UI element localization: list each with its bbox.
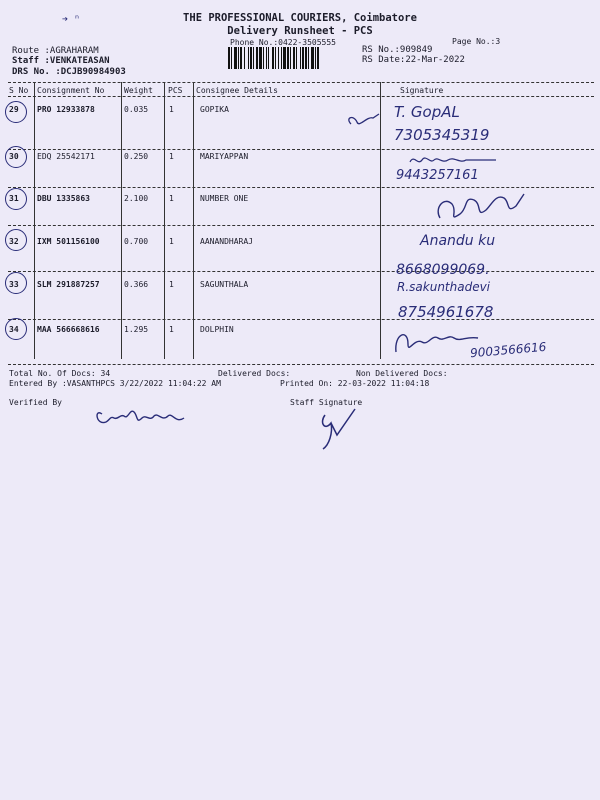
staff-signature: [315, 405, 375, 455]
consignment-number: MAA 566668616: [37, 325, 100, 334]
signature-name: T. GopAL: [394, 103, 460, 121]
col-divider: [121, 82, 122, 359]
consignee-name: DOLPHIN: [200, 325, 234, 334]
consignment-number: PRO 12933878: [37, 105, 95, 114]
serial-number: 31: [9, 194, 19, 203]
consignment-number: SLM 291887257: [37, 280, 100, 289]
consignee-name: NUMBER ONE: [200, 194, 249, 203]
consignment-number: DBU 1335863: [37, 194, 90, 203]
signature-scribble: [392, 324, 482, 358]
weight: 0.700: [124, 237, 149, 246]
pcs: 1: [169, 152, 174, 161]
ink-mark: ➔ ⁿ: [62, 14, 81, 25]
consignment-number: EDQ 25542171: [37, 152, 95, 161]
consignment-number: IXM 501156100: [37, 237, 100, 246]
weight: 0.366: [124, 280, 149, 289]
consignee-name: SAGUNTHALA: [200, 280, 249, 289]
col-signature: Signature: [400, 86, 444, 95]
pcs: 1: [169, 237, 174, 246]
col-divider: [34, 82, 35, 359]
signature-name: R.sakunthadevi: [397, 280, 491, 294]
staff: Staff :VENKATEASAN: [12, 56, 110, 66]
non-delivered-docs: Non Delivered Docs:: [356, 369, 448, 378]
verifier-signature: [92, 402, 192, 432]
consignee-name: GOPIKA: [200, 105, 229, 114]
signature-phone: 9003566616: [469, 339, 547, 361]
col-weight: Weight: [124, 86, 153, 95]
col-sno: S No: [9, 86, 29, 95]
col-consignment: Consignment No: [37, 86, 105, 95]
weight: 0.035: [124, 105, 149, 114]
signature-phone: 8754961678: [398, 303, 494, 321]
weight: 1.295: [124, 325, 149, 334]
signature-scribble: [430, 188, 530, 228]
route: Route :AGRAHARAM: [12, 46, 99, 56]
weight: 2.100: [124, 194, 149, 203]
serial-number: 33: [9, 280, 19, 289]
rule: [8, 149, 594, 150]
signature-name: Anandu ku: [420, 233, 496, 249]
rule: [8, 96, 594, 97]
pcs: 1: [169, 194, 174, 203]
consignee-name: MARIYAPPAN: [200, 152, 249, 161]
serial-number: 34: [9, 325, 19, 334]
phone-number: Phone No.:0422-3505555: [230, 38, 336, 47]
drs-number: DRS No. :DCJB90984903: [12, 67, 126, 77]
total-docs: Total No. Of Docs: 34: [9, 369, 111, 378]
pcs: 1: [169, 105, 174, 114]
rule: [8, 319, 594, 320]
consignee-name: AANANDHARAJ: [200, 237, 253, 246]
verified-by-label: Verified By: [9, 398, 62, 407]
col-divider: [164, 82, 165, 359]
serial-number: 32: [9, 237, 19, 246]
rule: [8, 271, 594, 272]
signature-phone: 8668099069.: [396, 262, 490, 278]
signature-scribble: [343, 112, 383, 132]
col-consignee: Consignee Details: [196, 86, 278, 95]
serial-number: 29: [9, 105, 19, 114]
col-divider: [193, 82, 194, 359]
barcode: [228, 47, 354, 69]
rs-date: RS Date:22-Mar-2022: [362, 55, 465, 65]
serial-number: 30: [9, 152, 19, 161]
rule: [8, 82, 594, 83]
company-title: THE PROFESSIONAL COURIERS, Coimbatore: [183, 12, 417, 24]
sheet-title: Delivery Runsheet - PCS: [227, 25, 373, 37]
pcs: 1: [169, 325, 174, 334]
staff-signature-label: Staff Signature: [290, 398, 363, 407]
pcs: 1: [169, 280, 174, 289]
page-number: Page No.:3: [452, 37, 501, 46]
rs-number: RS No.:909849: [362, 45, 433, 55]
delivered-docs: Delivered Docs:: [218, 369, 291, 378]
printed-on: Printed On: 22-03-2022 11:04:18: [280, 379, 430, 388]
signature-scribble: [408, 152, 498, 168]
signature-phone: 9443257161: [396, 168, 479, 183]
entered-by: Entered By :VASANTHPCS 3/22/2022 11:04:22 AM: [9, 379, 221, 388]
rule: [8, 364, 594, 365]
col-pcs: PCS: [168, 86, 183, 95]
weight: 0.250: [124, 152, 149, 161]
signature-phone: 7305345319: [394, 126, 490, 144]
